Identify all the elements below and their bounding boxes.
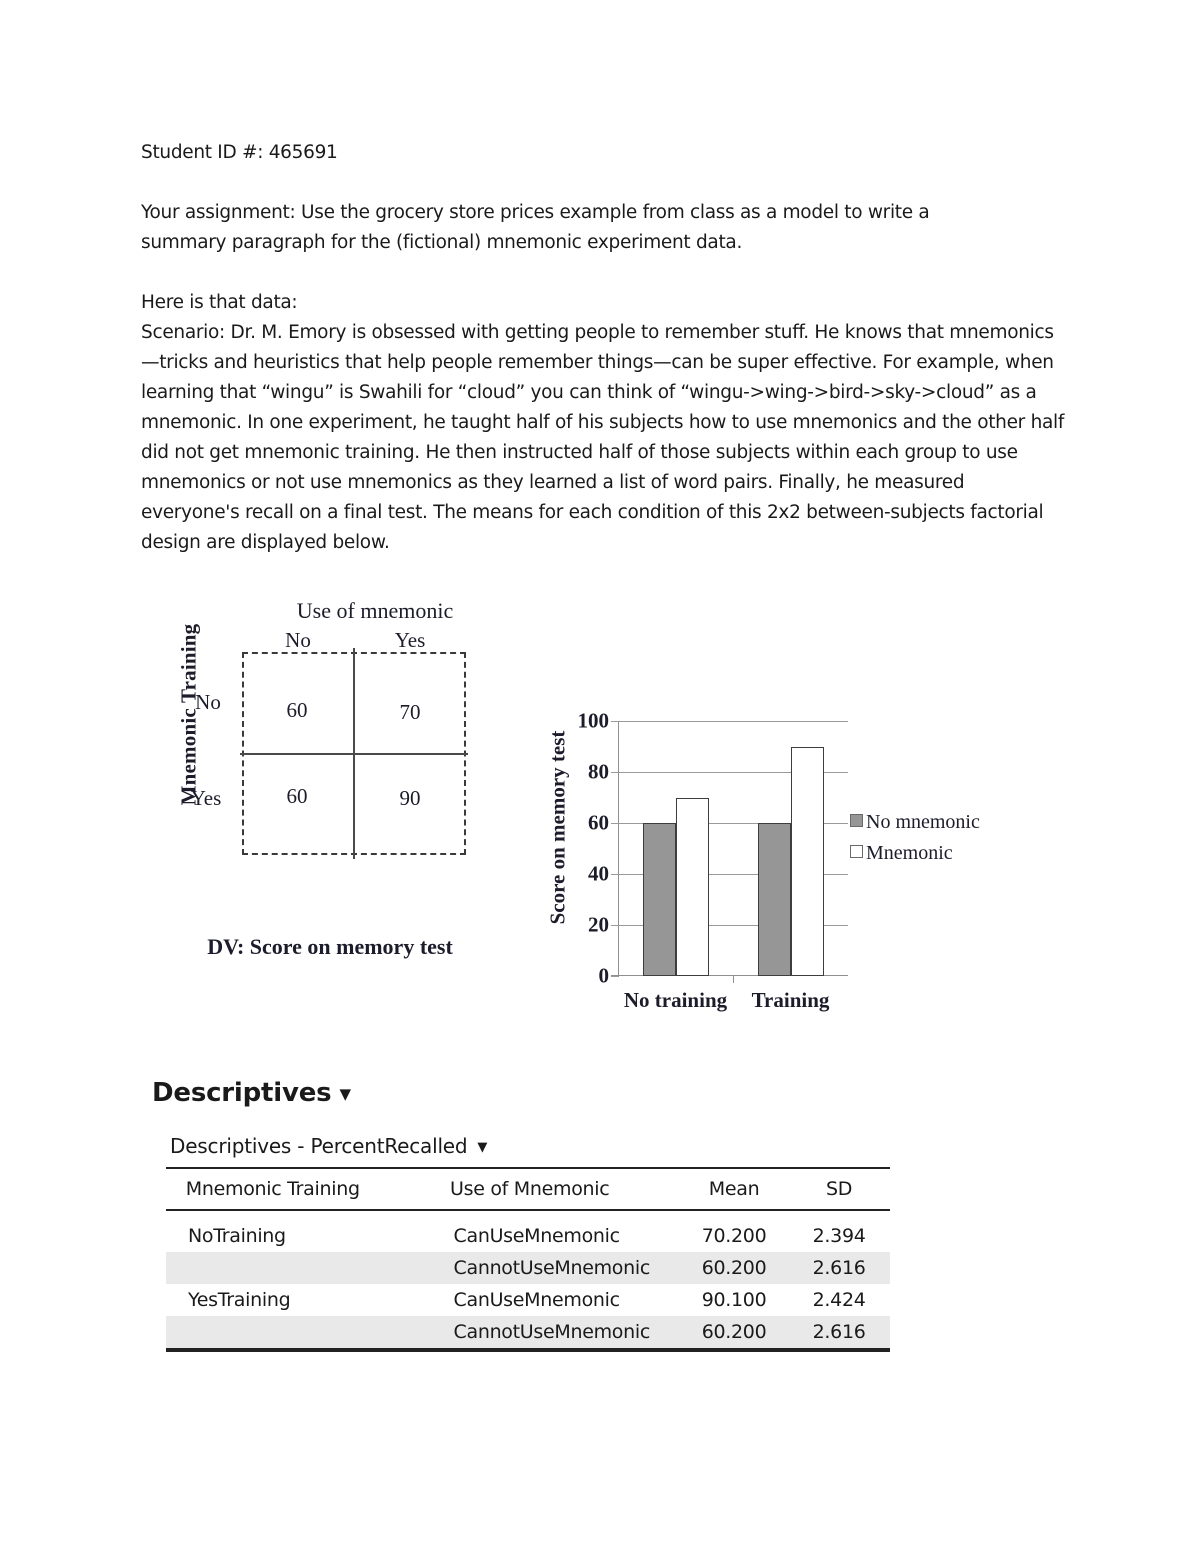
chart-y-tick-label: 60: [588, 810, 609, 835]
chart-bar: [758, 823, 791, 976]
matrix-cell-yes-no: 60: [286, 784, 308, 808]
chart-bar: [676, 798, 709, 977]
cell-mean: 60.200: [680, 1252, 788, 1284]
matrix-column-level-no: No: [285, 628, 311, 652]
chart-legend-swatch-icon: [850, 845, 863, 858]
chart-legend-item: [850, 840, 1030, 866]
chart-plot-area: [577, 708, 848, 1012]
table-row: [166, 1284, 890, 1316]
chart-y-tick-mark: [611, 874, 618, 875]
chart-legend-item: [850, 809, 1030, 835]
cell-sd: 2.424: [812, 1289, 866, 1311]
cell-training: YesTraining: [188, 1289, 291, 1311]
chart-y-axis-line: [618, 721, 619, 977]
matrix-cell-no-yes: 70: [399, 700, 421, 724]
cell-use-of-mnemonic: CanUseMnemonic: [453, 1289, 620, 1311]
chart-gridline: [618, 721, 848, 722]
chart-y-tick-mark: [611, 976, 618, 977]
chevron-down-icon[interactable]: ▼: [477, 1139, 488, 1155]
chart-y-tick-label: 100: [577, 708, 609, 733]
descriptives-subtitle-label: Descriptives - PercentRecalled: [170, 1134, 468, 1158]
document-body: [141, 138, 1066, 558]
cell-mean: 90.100: [701, 1289, 767, 1311]
chart-legend-label: Mnemonic: [866, 842, 953, 864]
matrix-row-level-no: No: [195, 690, 221, 714]
table-row: [166, 1252, 890, 1284]
factorial-matrix-figure: [140, 590, 500, 980]
cell-training: [166, 1316, 380, 1350]
cell-sd: 2.394: [812, 1225, 866, 1247]
chart-y-tick-mark: [611, 925, 618, 926]
chart-bar: [791, 747, 824, 977]
chart-y-tick-label: 0: [598, 963, 609, 988]
cell-sd: 2.616: [788, 1252, 890, 1284]
chart-legend-swatch-icon: [850, 814, 863, 827]
cell-training: [166, 1252, 380, 1284]
chart-y-tick-label: 20: [588, 912, 609, 937]
scenario-paragraph: Scenario: Dr. M. Emory is obsessed with getting people to remember stuff. He knows that mnemonics—tricks and heuristics that help people remember things—can be super effective. For example, when learning that “wingu” is Swahili for “cloud” you can think of “wingu->wing->bird->sky->cloud” as a mnemonic. In one experiment, he taught half of his subjects how to use mnemonics and the other half did not get mnemonic training. He then instructed half of those subjects within each group to use mnemonics or not use mnemonics as they learned a list of word pairs. Finally, he measured everyone's recall on a final test. The means for each condition of this 2x2 between-subjects factorial design are displayed below.: [141, 322, 1065, 553]
chart-x-tick-label: Training: [751, 988, 830, 1012]
chart-legend: [850, 809, 1030, 871]
descriptives-subtitle[interactable]: [170, 1134, 912, 1158]
table-header-row: [166, 1168, 890, 1210]
chart-legend-label: No mnemonic: [866, 811, 980, 833]
chart-y-tick-mark: [611, 721, 618, 722]
matrix-column-factor-title: Use of mnemonic: [296, 598, 454, 623]
matrix-row-factor-title: Mnemonic Training: [176, 623, 201, 806]
here-is-data-line: Here is that data:: [141, 292, 298, 313]
chart-y-tick-label: 40: [588, 861, 609, 886]
cell-training: NoTraining: [188, 1225, 286, 1247]
cell-mean: 70.200: [701, 1225, 767, 1247]
chart-y-tick-label: 80: [588, 759, 609, 784]
descriptives-table: [166, 1167, 890, 1352]
cell-use-of-mnemonic: CannotUseMnemonic: [380, 1252, 680, 1284]
chart-x-tick-label: No training: [623, 988, 728, 1012]
assignment-line-1: Your assignment: Use the grocery store prices example from class as a model to write a: [141, 202, 930, 223]
chart-y-tick-mark: [611, 823, 618, 824]
spacer: [141, 168, 1066, 198]
table-header: [166, 1168, 890, 1210]
descriptives-section: [152, 1078, 912, 1352]
table-body: [166, 1210, 890, 1350]
descriptives-heading[interactable]: [152, 1078, 912, 1108]
spacer: [141, 258, 1066, 288]
matrix-column-level-yes: Yes: [394, 628, 426, 652]
matrix-cell-no-no: 60: [286, 698, 308, 722]
matrix-row-level-yes: Yes: [190, 786, 222, 810]
descriptives-heading-label: Descriptives: [152, 1078, 332, 1108]
chevron-down-icon[interactable]: ▼: [339, 1084, 351, 1103]
matrix-horizontal-divider: [240, 753, 468, 755]
table-row: [166, 1316, 890, 1350]
table-row: [166, 1210, 890, 1252]
chart-y-tick-mark: [611, 772, 618, 773]
matrix-dv-caption: DV: Score on memory test: [207, 934, 453, 959]
column-header-mean: Mean: [680, 1168, 788, 1210]
column-header-use: Use of Mnemonic: [380, 1168, 680, 1210]
chart-bar: [643, 823, 676, 976]
column-header-sd: SD: [788, 1168, 890, 1210]
cell-sd: 2.616: [788, 1316, 890, 1350]
cell-use-of-mnemonic: CanUseMnemonic: [453, 1225, 620, 1247]
column-header-training: Mnemonic Training: [166, 1168, 380, 1210]
assignment-line-2: summary paragraph for the (fictional) mnemonic experiment data.: [141, 232, 743, 253]
chart-x-group-separator: [733, 976, 734, 983]
student-id-line: Student ID #: 465691: [141, 142, 338, 163]
matrix-cell-yes-yes: 90: [399, 786, 421, 810]
cell-use-of-mnemonic: CannotUseMnemonic: [380, 1316, 680, 1350]
memory-score-bar-chart: [525, 705, 1045, 1030]
chart-y-axis-label: Score on memory test: [545, 730, 570, 925]
cell-mean: 60.200: [680, 1316, 788, 1350]
